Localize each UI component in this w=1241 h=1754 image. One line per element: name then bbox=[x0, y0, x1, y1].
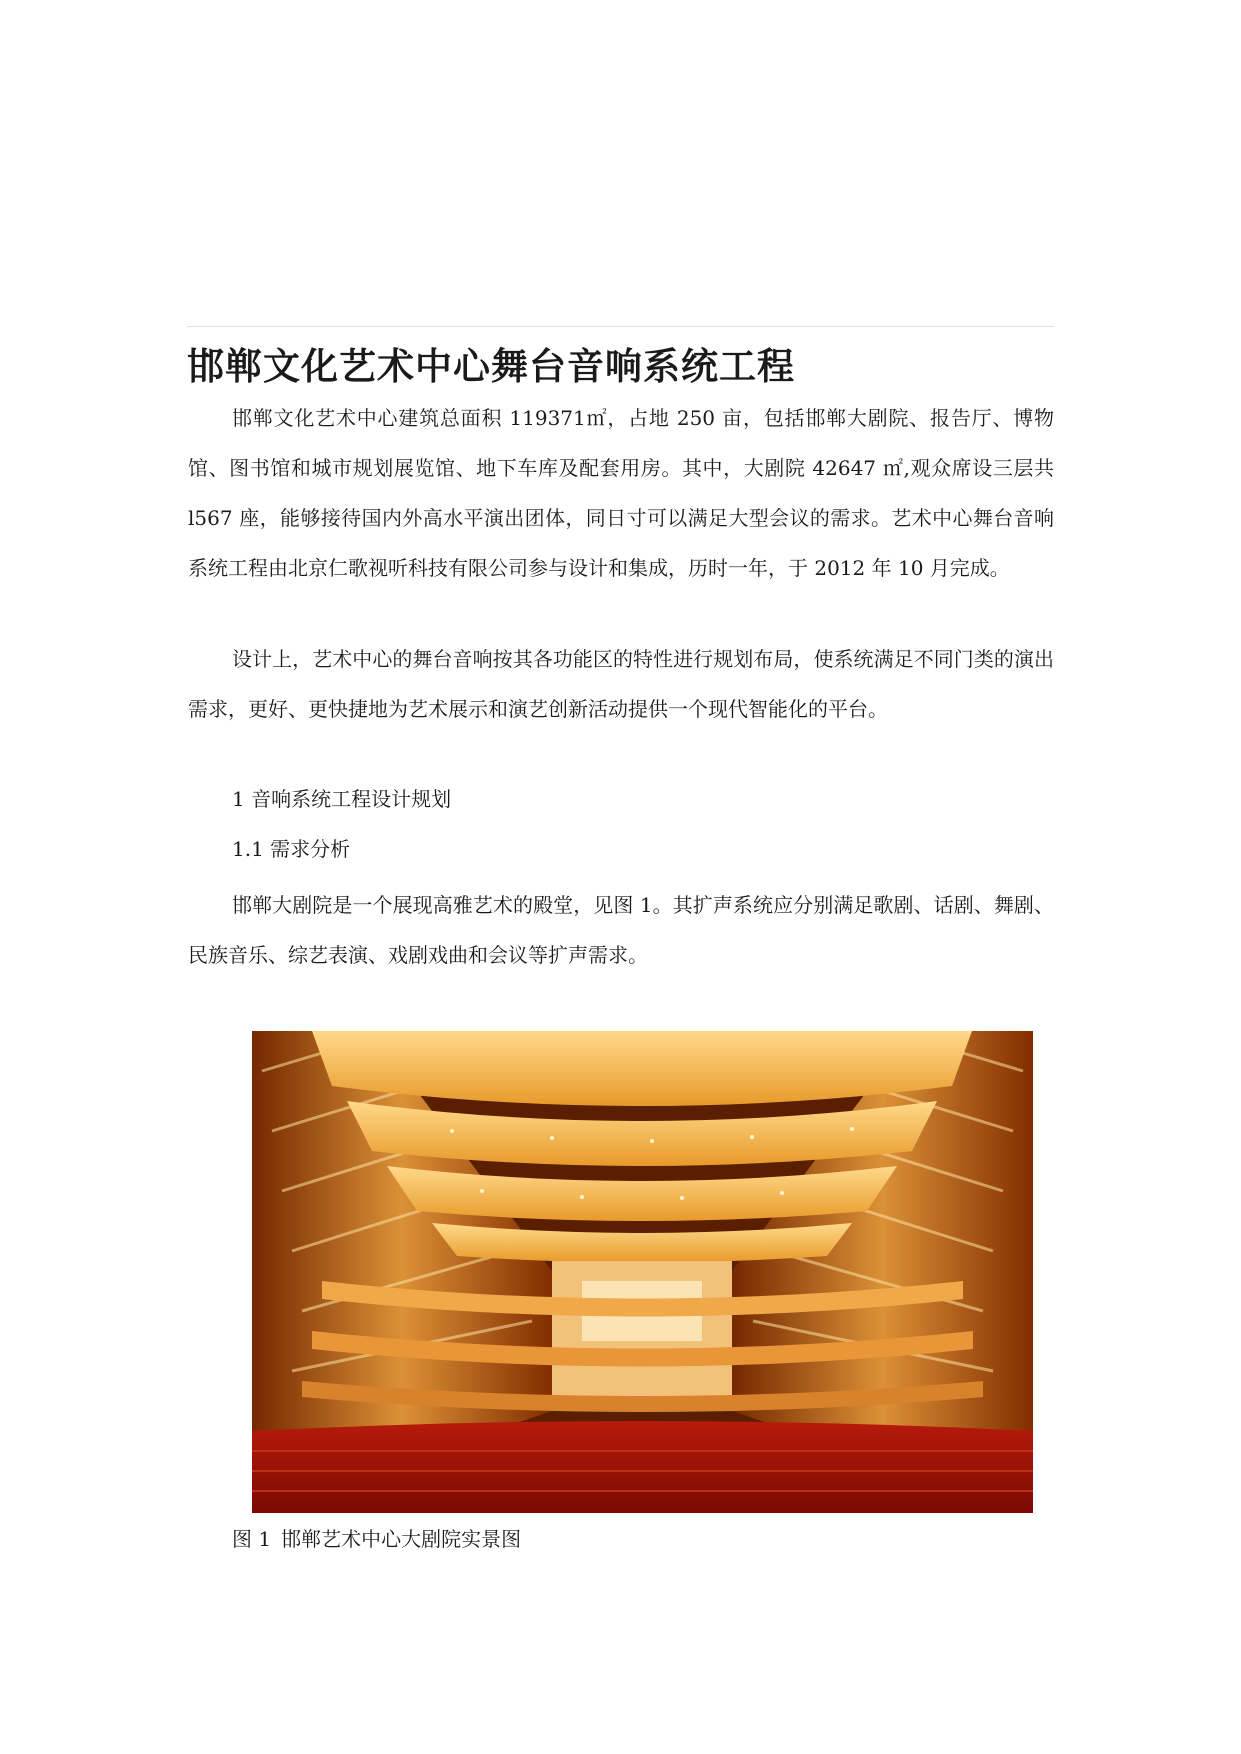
figure-number: 图 1 bbox=[232, 1527, 272, 1551]
figure-caption-text: 邯郸艺术中心大剧院实景图 bbox=[281, 1527, 522, 1551]
section-heading-1-1: 1.1 需求分析 bbox=[232, 837, 351, 861]
section-heading-1: 1 音响系统工程设计规划 bbox=[232, 787, 452, 811]
analysis-paragraph: 邯郸大剧院是一个展现高雅艺术的殿堂，见图 1。其扩声系统应分别满足歌剧、话剧、舞剧、民族音乐、综艺表演、戏剧戏曲和会议等扩声需求。 bbox=[188, 893, 1054, 967]
intro-paragraph: 邯郸文化艺术中心建筑总面积 119371㎡，占地 250 亩，包括邯郸大剧院、报告厅、博物馆、图书馆和城市规划展览馆、地下车库及配套用房。其中，大剧院 42647 ㎡,观众席设三层共 l567 座，能够接待国内外高水平演出团体，同日寸可以满足大型会议的需求。艺术中心舞台音响系统工程由北京仁歌视听科技有限公司参与设计和集成，历时一年，于 2012 年 10 月完成。 bbox=[188, 406, 1054, 580]
theater-photo bbox=[252, 1031, 1033, 1513]
figure-caption bbox=[232, 1523, 531, 1552]
top-divider bbox=[187, 326, 1054, 327]
page-title: 邯郸文化艺术中心舞台音响系统工程 bbox=[187, 345, 795, 388]
design-paragraph: 设计上，艺术中心的舞台音响按其各功能区的特性进行规划布局，使系统满足不同门类的演出需求，更好、更快捷地为艺术展示和演艺创新活动提供一个现代智能化的平台。 bbox=[188, 647, 1054, 721]
